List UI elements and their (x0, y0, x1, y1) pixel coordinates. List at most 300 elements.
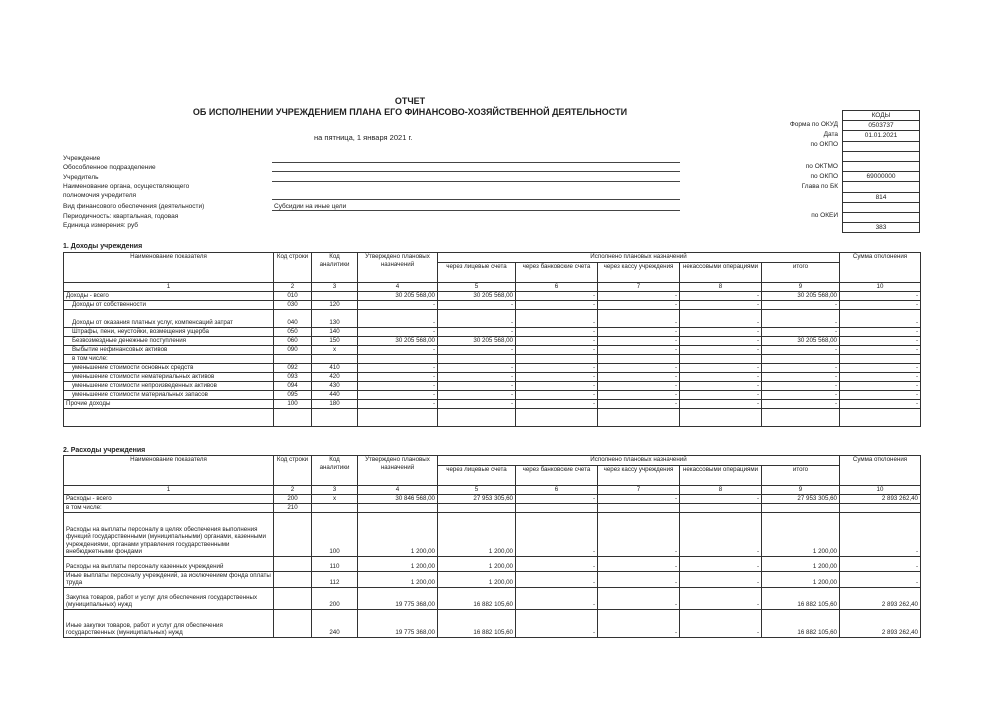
row-non-cash: - (680, 399, 762, 408)
meta-authority: Наименование органа, осуществляющего (63, 183, 190, 190)
row-deviation: - (840, 363, 921, 372)
row-name: в том числе: (64, 503, 274, 512)
row-approved: - (358, 363, 438, 372)
row-bank-accounts: - (516, 372, 598, 381)
label-okei: по ОКЕИ (811, 212, 838, 219)
table-row (64, 494, 921, 503)
row-total: - (762, 327, 840, 336)
row-name: уменьшение стоимости материальных запасов (64, 390, 274, 399)
row-personal-accounts (438, 408, 516, 426)
divider (272, 162, 680, 163)
row-bank-accounts: - (516, 587, 598, 609)
meta-authority-2: полномочия учредителя (63, 192, 137, 199)
row-name: уменьшение стоимости непроизведенных активов (64, 381, 274, 390)
row-code: 030 (274, 300, 312, 309)
col-code-analytics: Код аналитики (312, 456, 358, 486)
row-non-cash: - (680, 336, 762, 345)
row-bank-accounts: - (516, 291, 598, 300)
row-deviation: - (840, 399, 921, 408)
row-bank-accounts: - (516, 512, 598, 556)
section-expense-title: 2. Расходы учреждения (63, 447, 146, 454)
row-total: 1 200,00 (762, 556, 840, 571)
row-personal-accounts: 1 200,00 (438, 571, 516, 587)
row-analytics-code (312, 354, 358, 363)
row-approved: - (358, 300, 438, 309)
section-income-title: 1. Доходы учреждения (63, 243, 143, 250)
row-deviation (840, 408, 921, 426)
row-personal-accounts: 30 205 568,00 (438, 336, 516, 345)
meta-unit: Единица измерения: руб (63, 222, 138, 229)
divider (272, 199, 680, 200)
row-code: 010 (274, 291, 312, 300)
row-bank-accounts: - (516, 399, 598, 408)
row-cash-desk: - (598, 587, 680, 609)
table-row (64, 354, 921, 363)
col-number: 9 (762, 283, 840, 292)
row-non-cash (680, 503, 762, 512)
code-date: 01.01.2021 (843, 131, 920, 141)
divider (272, 210, 680, 211)
row-cash-desk: - (598, 327, 680, 336)
row-approved: 1 200,00 (358, 556, 438, 571)
report-date: на пятница, 1 января 2021 г. (314, 133, 413, 142)
row-cash-desk: - (598, 291, 680, 300)
row-analytics-code (312, 291, 358, 300)
code-empty (843, 202, 920, 212)
row-approved: 30 205 568,00 (358, 336, 438, 345)
col-number: 4 (358, 486, 438, 495)
table-row (64, 390, 921, 399)
meta-founder: Учредитель (63, 174, 99, 181)
col-number: 1 (64, 486, 274, 495)
row-name: Прочие доходы (64, 399, 274, 408)
row-code: 040 (274, 309, 312, 327)
income-rows (64, 291, 921, 426)
row-analytics-code: 180 (312, 399, 358, 408)
row-cash-desk: - (598, 399, 680, 408)
row-code (274, 609, 312, 637)
table-row (64, 556, 921, 571)
code-glava-bk: 814 (843, 192, 920, 202)
row-approved (358, 354, 438, 363)
row-approved: - (358, 372, 438, 381)
row-analytics-code: 110 (312, 556, 358, 571)
row-name: Иные закупки товаров, работ и услуг для обеспечения государственных (муниципальных) нужд (64, 609, 274, 637)
row-bank-accounts: - (516, 494, 598, 503)
row-code: 100 (274, 399, 312, 408)
row-code (274, 587, 312, 609)
row-deviation: - (840, 381, 921, 390)
row-deviation: - (840, 372, 921, 381)
row-code: 094 (274, 381, 312, 390)
row-bank-accounts: - (516, 309, 598, 327)
row-personal-accounts: - (438, 399, 516, 408)
col-number: 3 (312, 283, 358, 292)
row-approved (358, 408, 438, 426)
row-analytics-code: 130 (312, 309, 358, 327)
col-bank-accounts: через банковские счета (516, 466, 598, 486)
col-number: 4 (358, 283, 438, 292)
row-analytics-code: х (312, 494, 358, 503)
row-deviation: - (840, 327, 921, 336)
row-total (762, 503, 840, 512)
row-cash-desk: - (598, 345, 680, 354)
row-code: 093 (274, 372, 312, 381)
row-approved: - (358, 309, 438, 327)
row-analytics-code: 150 (312, 336, 358, 345)
table-row (64, 309, 921, 327)
row-cash-desk: - (598, 363, 680, 372)
col-number: 8 (680, 486, 762, 495)
row-name: Расходы на выплаты персоналу казенных учреждений (64, 556, 274, 571)
row-name: Доходы - всего (64, 291, 274, 300)
col-number: 9 (762, 486, 840, 495)
row-non-cash: - (680, 345, 762, 354)
report-title: ОТЧЕТ (394, 96, 426, 106)
row-deviation: - (840, 512, 921, 556)
row-bank-accounts: - (516, 363, 598, 372)
row-personal-accounts (438, 503, 516, 512)
col-number: 7 (598, 486, 680, 495)
row-approved: 1 200,00 (358, 512, 438, 556)
row-bank-accounts (516, 503, 598, 512)
table-row (64, 609, 921, 637)
row-deviation (840, 503, 921, 512)
row-code: 200 (274, 494, 312, 503)
row-code: 095 (274, 390, 312, 399)
row-non-cash: - (680, 327, 762, 336)
row-non-cash: - (680, 609, 762, 637)
row-bank-accounts (516, 408, 598, 426)
row-deviation: - (840, 571, 921, 587)
col-personal-accounts: через лицевые счета (438, 263, 516, 283)
row-total: 27 953 305,60 (762, 494, 840, 503)
row-total: 30 205 568,00 (762, 336, 840, 345)
col-number: 5 (438, 486, 516, 495)
row-cash-desk (598, 503, 680, 512)
row-deviation: 2 893 262,40 (840, 609, 921, 637)
row-approved: 30 205 568,00 (358, 291, 438, 300)
row-code: 060 (274, 336, 312, 345)
row-non-cash: - (680, 556, 762, 571)
row-personal-accounts: - (438, 390, 516, 399)
expense-table (63, 455, 921, 638)
table-row (64, 399, 921, 408)
row-code: 050 (274, 327, 312, 336)
row-personal-accounts: - (438, 381, 516, 390)
code-empty (843, 212, 920, 222)
row-deviation: - (840, 309, 921, 327)
row-cash-desk: - (598, 372, 680, 381)
row-non-cash: - (680, 300, 762, 309)
code-okud: 0503737 (843, 121, 920, 131)
row-non-cash: - (680, 571, 762, 587)
row-name: Закупка товаров, работ и услуг для обеспечения государственных (муниципальных) нужд (64, 587, 274, 609)
table-row (64, 381, 921, 390)
row-analytics-code (312, 503, 358, 512)
codes-head: КОДЫ (843, 111, 920, 121)
label-okud: Форма по ОКУД (789, 121, 838, 128)
row-personal-accounts: 16 882 105,60 (438, 609, 516, 637)
col-code-row: Код строки (274, 456, 312, 486)
meta-finance-type: Вид финансового обеспечения (деятельности) (63, 203, 205, 210)
col-executed: Исполнено плановых назначений (438, 456, 840, 466)
row-bank-accounts: - (516, 336, 598, 345)
row-total: - (762, 309, 840, 327)
col-number: 2 (274, 283, 312, 292)
row-non-cash: - (680, 494, 762, 503)
col-deviation: Сумма отклонения (840, 253, 921, 283)
row-non-cash (680, 354, 762, 363)
col-name: Наименование показателя (64, 253, 274, 283)
row-analytics-code (312, 408, 358, 426)
code-okpo-2 (843, 182, 920, 192)
table-row (64, 345, 921, 354)
row-non-cash: - (680, 381, 762, 390)
col-code-analytics: Код аналитики (312, 253, 358, 283)
row-cash-desk: - (598, 381, 680, 390)
table-row (64, 300, 921, 309)
row-total (762, 354, 840, 363)
row-approved: - (358, 390, 438, 399)
code-okei: 383 (843, 223, 920, 233)
row-name: Доходы от оказания платных услуг, компенсаций затрат (64, 309, 274, 327)
row-personal-accounts: - (438, 363, 516, 372)
row-cash-desk (598, 408, 680, 426)
label-glava-bk: Глава по БК (801, 183, 838, 190)
row-personal-accounts: 16 882 105,60 (438, 587, 516, 609)
row-analytics-code: 430 (312, 381, 358, 390)
row-code: 210 (274, 503, 312, 512)
row-cash-desk: - (598, 571, 680, 587)
row-total: - (762, 372, 840, 381)
row-total: 1 200,00 (762, 512, 840, 556)
row-name: Расходы на выплаты персоналу в целях обеспечения выполнения функций государственными (муниципальными) органами, казенными учреждениями, органами управления государственными внебюджетными фондами (64, 512, 274, 556)
table-row (64, 372, 921, 381)
row-deviation: - (840, 336, 921, 345)
row-code (274, 408, 312, 426)
col-code-row: Код строки (274, 253, 312, 283)
row-code (274, 556, 312, 571)
row-bank-accounts: - (516, 345, 598, 354)
row-cash-desk: - (598, 609, 680, 637)
row-name: Выбытие нефинансовых активов (64, 345, 274, 354)
col-executed: Исполнено плановых назначений (438, 253, 840, 263)
row-bank-accounts: - (516, 390, 598, 399)
row-cash-desk: - (598, 556, 680, 571)
row-personal-accounts: - (438, 309, 516, 327)
row-cash-desk: - (598, 300, 680, 309)
divider (272, 171, 680, 172)
row-total: - (762, 399, 840, 408)
row-total: 16 882 105,60 (762, 609, 840, 637)
col-non-cash: некассовыми операциями (680, 466, 762, 486)
expense-rows (64, 494, 921, 637)
row-personal-accounts: - (438, 345, 516, 354)
row-deviation: - (840, 300, 921, 309)
col-non-cash: некассовыми операциями (680, 263, 762, 283)
report-subtitle: ОБ ИСПОЛНЕНИИ УЧРЕЖДЕНИЕМ ПЛАНА ЕГО ФИНАНСОВО-ХОЗЯЙСТВЕННОЙ ДЕЯТЕЛЬНОСТИ (192, 107, 628, 117)
row-name: Расходы - всего (64, 494, 274, 503)
divider (272, 181, 680, 182)
table-row (64, 503, 921, 512)
table-row (64, 408, 921, 426)
col-number: 2 (274, 486, 312, 495)
row-deviation (840, 354, 921, 363)
row-total: - (762, 300, 840, 309)
col-number: 5 (438, 283, 516, 292)
row-non-cash: - (680, 372, 762, 381)
code-empty (843, 161, 920, 171)
col-number: 10 (840, 283, 921, 292)
row-analytics-code: 410 (312, 363, 358, 372)
row-deviation: 2 893 262,40 (840, 587, 921, 609)
table-row (64, 587, 921, 609)
label-date: Дата (823, 131, 838, 138)
meta-finance-type-value: Субсидии на иные цели (274, 203, 347, 210)
row-approved: - (358, 345, 438, 354)
row-non-cash (680, 408, 762, 426)
row-personal-accounts: 1 200,00 (438, 512, 516, 556)
row-analytics-code: 420 (312, 372, 358, 381)
row-non-cash: - (680, 363, 762, 372)
row-name: в том числе: (64, 354, 274, 363)
row-analytics-code: 440 (312, 390, 358, 399)
row-analytics-code: 112 (312, 571, 358, 587)
row-personal-accounts: 27 953 305,60 (438, 494, 516, 503)
row-code: 090 (274, 345, 312, 354)
col-number: 6 (516, 486, 598, 495)
row-approved: - (358, 327, 438, 336)
col-number: 7 (598, 283, 680, 292)
col-number: 1 (64, 283, 274, 292)
table-row (64, 327, 921, 336)
col-name: Наименование показателя (64, 456, 274, 486)
code-oktmo: 69000000 (843, 172, 920, 182)
meta-subdivision: Обособленное подразделение (63, 164, 156, 171)
row-name: уменьшение стоимости нематериальных активов (64, 372, 274, 381)
row-cash-desk (598, 354, 680, 363)
row-analytics-code: 240 (312, 609, 358, 637)
col-approved: Утверждено плановых назначений (358, 456, 438, 486)
row-cash-desk: - (598, 336, 680, 345)
row-personal-accounts: 30 205 568,00 (438, 291, 516, 300)
row-non-cash: - (680, 390, 762, 399)
row-bank-accounts (516, 354, 598, 363)
label-okpo: по ОКПО (810, 141, 838, 148)
table-row (64, 571, 921, 587)
row-personal-accounts: - (438, 300, 516, 309)
row-bank-accounts: - (516, 556, 598, 571)
col-total: итого (762, 263, 840, 283)
col-number: 10 (840, 486, 921, 495)
row-total: - (762, 363, 840, 372)
row-name: Безвозмездные денежные поступления (64, 336, 274, 345)
row-cash-desk: - (598, 390, 680, 399)
col-number: 6 (516, 283, 598, 292)
row-personal-accounts: - (438, 372, 516, 381)
row-bank-accounts: - (516, 381, 598, 390)
row-approved (358, 503, 438, 512)
row-personal-accounts (438, 354, 516, 363)
codes-table (842, 110, 920, 233)
row-non-cash: - (680, 512, 762, 556)
row-name: уменьшение стоимости основных средств (64, 363, 274, 372)
table-row (64, 336, 921, 345)
col-total: итого (762, 466, 840, 486)
row-deviation: - (840, 291, 921, 300)
row-approved: 1 200,00 (358, 571, 438, 587)
row-analytics-code: 140 (312, 327, 358, 336)
row-personal-accounts: - (438, 327, 516, 336)
row-code (274, 571, 312, 587)
row-analytics-code: 120 (312, 300, 358, 309)
row-approved: 19 775 368,00 (358, 609, 438, 637)
income-table (63, 252, 921, 427)
row-non-cash: - (680, 587, 762, 609)
col-number: 8 (680, 283, 762, 292)
row-code (274, 354, 312, 363)
row-total: 1 200,00 (762, 571, 840, 587)
row-total: - (762, 390, 840, 399)
row-analytics-code: 200 (312, 587, 358, 609)
table-row (64, 363, 921, 372)
row-deviation: 2 893 262,40 (840, 494, 921, 503)
row-approved: 19 775 368,00 (358, 587, 438, 609)
col-personal-accounts: через лицевые счета (438, 466, 516, 486)
row-total: 16 882 105,60 (762, 587, 840, 609)
code-okpo (843, 141, 920, 151)
row-approved: 30 846 568,00 (358, 494, 438, 503)
row-non-cash: - (680, 309, 762, 327)
row-analytics-code: 100 (312, 512, 358, 556)
row-bank-accounts: - (516, 571, 598, 587)
row-total: - (762, 345, 840, 354)
row-deviation: - (840, 390, 921, 399)
row-deviation: - (840, 345, 921, 354)
row-total: 30 205 568,00 (762, 291, 840, 300)
row-analytics-code: х (312, 345, 358, 354)
table-row (64, 512, 921, 556)
label-okpo-2: по ОКПО (810, 173, 838, 180)
row-total (762, 408, 840, 426)
row-name: Штрафы, пени, неустойки, возмещения ущерба (64, 327, 274, 336)
row-cash-desk: - (598, 494, 680, 503)
col-number: 3 (312, 486, 358, 495)
col-approved: Утверждено плановых назначений (358, 253, 438, 283)
meta-periodicity: Периодичность: квартальная, годовая (63, 213, 179, 220)
row-personal-accounts: 1 200,00 (438, 556, 516, 571)
col-deviation: Сумма отклонения (840, 456, 921, 486)
label-oktmo: по ОКТМО (805, 163, 838, 170)
row-non-cash: - (680, 291, 762, 300)
row-total: - (762, 381, 840, 390)
row-approved: - (358, 399, 438, 408)
table-row (64, 291, 921, 300)
row-deviation: - (840, 556, 921, 571)
row-bank-accounts: - (516, 609, 598, 637)
col-cash-desk: через кассу учреждения (598, 466, 680, 486)
row-bank-accounts: - (516, 327, 598, 336)
col-cash-desk: через кассу учреждения (598, 263, 680, 283)
row-code (274, 512, 312, 556)
row-bank-accounts: - (516, 300, 598, 309)
code-empty (843, 151, 920, 161)
col-bank-accounts: через банковские счета (516, 263, 598, 283)
row-cash-desk: - (598, 309, 680, 327)
row-name (64, 408, 274, 426)
row-code: 092 (274, 363, 312, 372)
